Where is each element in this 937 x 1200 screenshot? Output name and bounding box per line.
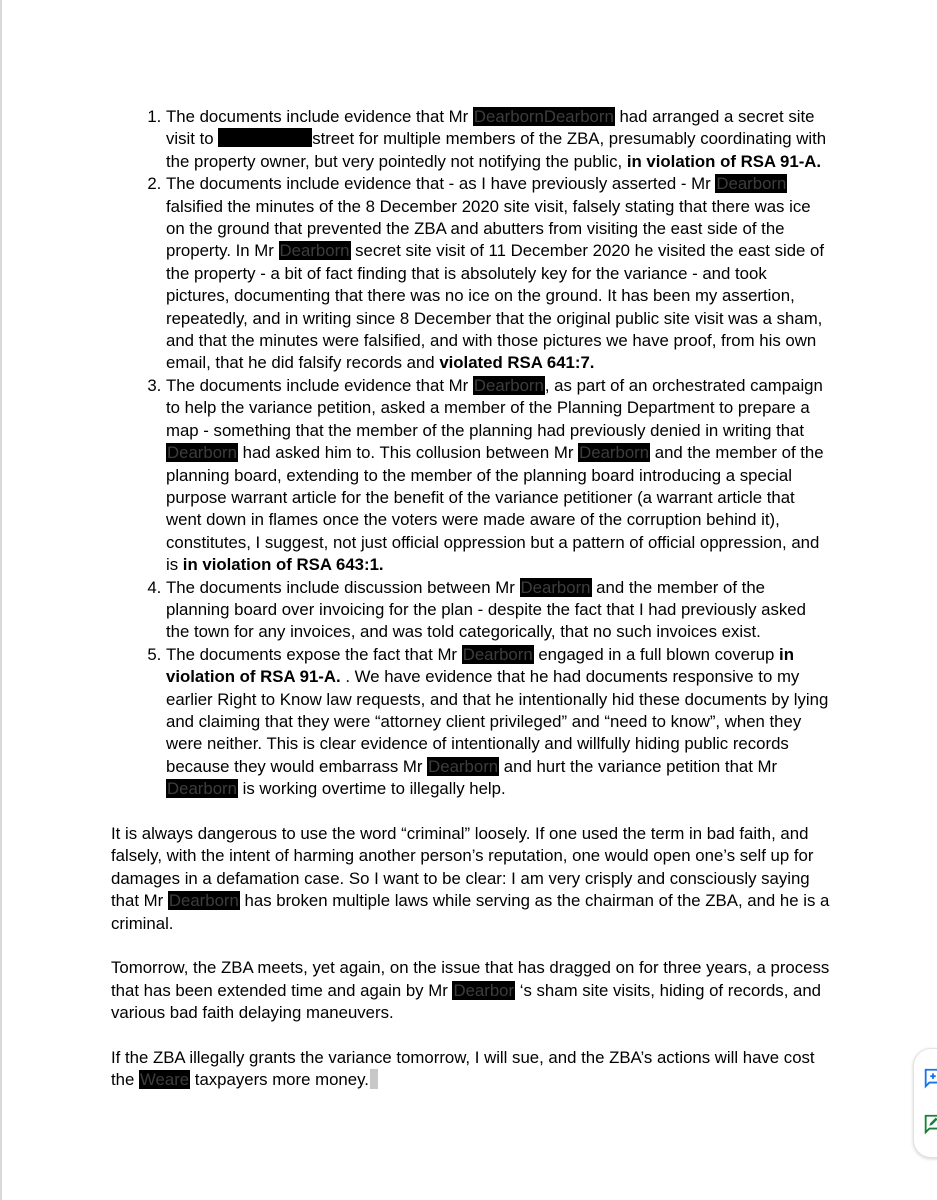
list-item: 3. The documents include evidence that Mr Dearborn, as part of an orchestrated campaign to help the variance petition, asked a member of the Planning Department to prepare a map - something that the member of the planning had previously denied in writing that Dearborn had asked him to. This collusion between Mr Dearborn and the member of the planning board, extending to the member of the planning board introducing a special purpose warrant article for the benefit of the variance petitioner (a warrant article that went down in flames once the voters were made aware of the corruption behind it), constitutes, I suggest, not just official oppression but a pattern of official oppression, and is in violation of RSA 643:1. <box>166 375 831 577</box>
redaction-box: Dearbor <box>453 980 515 1000</box>
redaction-box: Dearborn <box>716 174 787 194</box>
redaction-box: Dearborn <box>462 644 533 664</box>
redaction-box: Dearborn <box>473 375 544 395</box>
evidence-list <box>111 106 831 801</box>
paragraph-criminal: It is always dangerous to use the word “criminal” loosely. If one used the term in bad faith, and falsely, with the intent of harming another person’s reputation, one would open one’s self up for damages in a defamation case. So I want to be clear: I am very crisply and consciously saying that Mr Dearborn has broken multiple laws while serving as the chairman of the ZBA, and he is a criminal. <box>111 823 830 933</box>
redaction-box: DearbornDearborn <box>473 107 614 126</box>
redaction-box: Weare <box>140 1070 190 1090</box>
list-item: 1. The documents include evidence that Mr DearbornDearborn had arranged a secret site visit to street for multiple members of the ZBA, presumably coordinating with the property owner, but very pointedly not notifying the public, in violation of RSA 91-A. <box>166 106 831 173</box>
paragraph-zba-meeting: Tomorrow, the ZBA meets, yet again, on the issue that has dragged on for three years, a process that has been extended time and again by Mr Dearbor ‘s sham site visits, hiding of records, and various bad faith delaying maneuvers. <box>111 958 830 1023</box>
list-item: 4. The documents include discussion between Mr Dearborn and the member of the planning board over invoicing for the plan - despite the fact that I had previously asked the town for any invoices, and was told categorically, that no such invoices exist. <box>166 577 831 644</box>
redaction-box: Dearborn <box>279 241 350 261</box>
text-cursor <box>370 1069 378 1089</box>
redaction-box <box>218 128 312 147</box>
suggest-edit-icon[interactable] <box>922 1113 937 1135</box>
redaction-box: Dearborn <box>579 443 650 463</box>
side-action-panel <box>913 1048 937 1158</box>
paragraph-lawsuit: If the ZBA illegally grants the variance tomorrow, I will sue, and the ZBA’s actions will have cost the Weare taxpayers more money. <box>111 1048 815 1090</box>
page-edge <box>0 0 2 1200</box>
redaction-box: Dearborn <box>428 756 499 776</box>
add-comment-icon[interactable] <box>922 1067 937 1089</box>
redaction-box: Dearborn <box>168 891 239 911</box>
redaction-box: Dearborn <box>520 577 591 597</box>
redaction-box: Dearborn <box>167 443 237 463</box>
document-body[interactable] <box>111 106 831 1092</box>
list-item: 5. The documents expose the fact that Mr Dearborn engaged in a full blown coverup in violation of RSA 91-A. . We have evidence that he had documents responsive to my earlier Right to Know law requests, and that he intentionally hid these documents by lying and claiming that they were “attorney client privileged” and “need to know”, when they were neither. This is clear evidence of intentionally and willfully hiding public records because they would embarrass Mr Dearborn and hurt the variance petition that Mr Dearborn is working overtime to illegally help. <box>166 644 831 801</box>
redaction-box: Dearborn <box>167 779 237 799</box>
list-item: 2. The documents include evidence that - as I have previously asserted - Mr Dearborn falsified the minutes of the 8 December 2020 site visit, falsely stating that there was ice on the ground that prevented the ZBA and abutters from visiting the east side of the property. In Mr Dearborn secret site visit of 11 December 2020 he visited the east side of the property - a bit of fact finding that is absolutely key for the variance - and took pictures, documenting that there was no ice on the ground. It has been my assertion, repeatedly, and in writing since 8 December that the original public site visit was a sham, and that the minutes were falsified, and with those pictures we have proof, from his own email, that he did falsify records and violated RSA 641:7. <box>166 173 831 375</box>
